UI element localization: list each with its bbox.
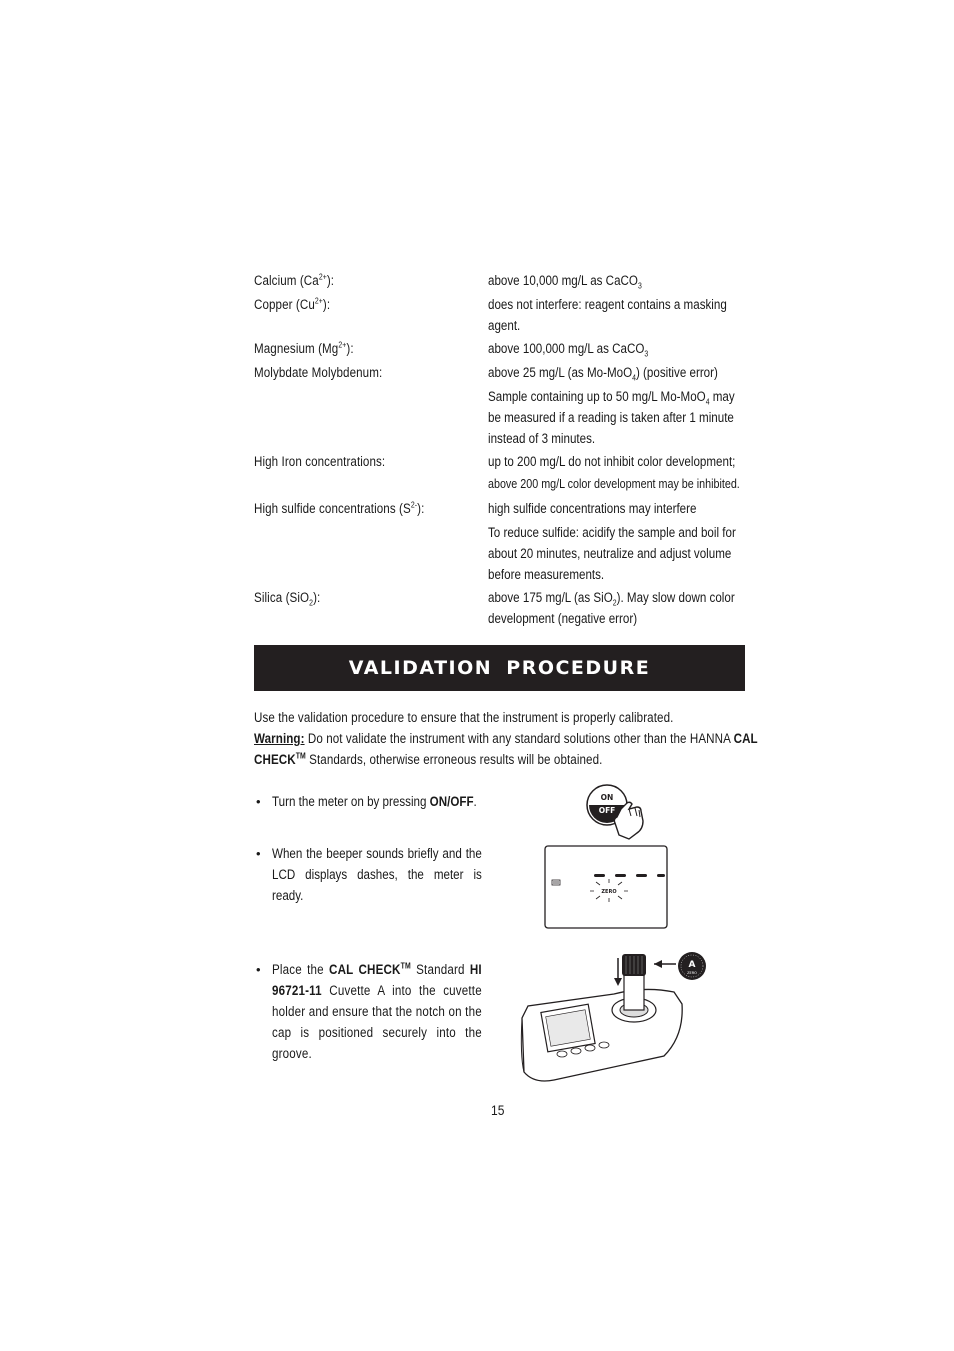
meter-cuvette-illustration [514, 946, 724, 1088]
svg-text:ZERO: ZERO [601, 889, 617, 895]
interference-label-sulfide: High sulfide concentrations $(S^{2-})$: [254, 500, 425, 516]
svg-text:A: A [688, 960, 696, 970]
warning-line-1: Warning: Do not validate the instrument with any standard solutions other than the HANNA CAL [254, 731, 758, 746]
interference-value-molybdate: above 25 mg/L (as Mo-MoO$_4$) (positive error) Sample containing up to 50 mg/L Mo-MoO$_4$ may be measured if a reading is taken after 1 minute instead of 3 minutes. [488, 365, 735, 446]
interference-label-calcium: Calcium $(Ca^{2+})$: [254, 272, 335, 288]
bullet: • [256, 846, 261, 861]
warning-line-2: CHECK™ Standards, otherwise erroneous results will be obtained. [254, 751, 603, 767]
bullet: • [256, 794, 261, 809]
interference-label-molybdate: Molybdate Molybdenum: [254, 365, 383, 380]
on-off-button-illustration [585, 783, 650, 843]
intro-text: Use the validation procedure to ensure that the instrument is properly calibrated. [254, 710, 674, 725]
svg-text:ZERO: ZERO [687, 971, 697, 975]
interference-label-iron: High Iron concentrations: [254, 454, 386, 469]
interference-label-silica: Silica (SiO$_2$): [254, 590, 321, 608]
interference-label-copper: Copper $(Cu^{2+})$: [254, 296, 331, 312]
step-1-text: Turn the meter on by pressing ON/OFF. [272, 794, 477, 809]
interference-value-calcium: above 10,000 mg/L as CaCO$_3$ [488, 273, 642, 291]
svg-text:OFF: OFF [598, 806, 616, 815]
interference-value-iron: up to 200 mg/L do not inhibit color development; above 200 mg/L color development may be inhibited. [488, 454, 740, 491]
interference-value-copper: does not interfere: reagent contains a masking agent. [488, 297, 727, 333]
interference-value-sulfide: high sulfide concentrations may interfere To reduce sulfide: acidify the sample and boil for about 20 minutes, neutralize and adjust volume before measurements. [488, 501, 736, 582]
interference-value-silica: above 175 mg/L (as SiO$_2$). May slow down color development (negative error) [488, 590, 735, 626]
step-2-text: When the beeper sounds briefly and the LCD displays dashes, the meter is ready. [272, 846, 482, 903]
lcd-display-illustration [544, 845, 669, 929]
section-banner [254, 645, 745, 691]
page-number: 15 [491, 1102, 505, 1118]
interference-value-magnesium: above 100,000 mg/L as CaCO$_3$ [488, 341, 649, 359]
svg-text:ON: ON [600, 793, 614, 802]
step-3-text: Place the CAL CHECK™ Standard HI 96721-11 Cuvette A into the cuvette holder and ensure that the notch on the cap is positioned securely into the groove. [272, 961, 482, 1061]
interference-label-magnesium: Magnesium $(Mg^{2+})$: [254, 340, 354, 356]
section-title: VALIDATION PROCEDURE [348, 657, 651, 679]
bullet: • [256, 962, 261, 977]
